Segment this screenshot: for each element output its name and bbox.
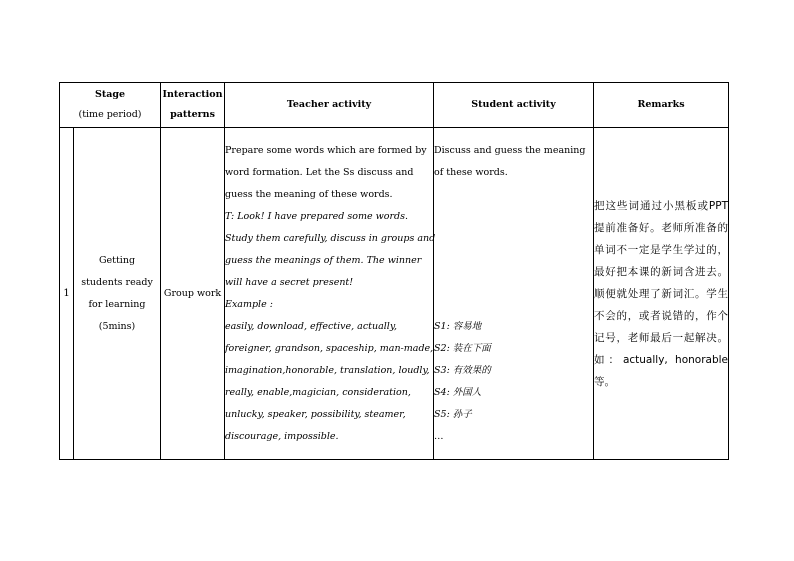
teacher-line: guess the meanings of them. The winner bbox=[225, 254, 422, 266]
student-answer: S4: 外国人 bbox=[434, 386, 482, 398]
teacher-line: guess the meaning of these words. bbox=[225, 188, 393, 200]
stage-line: (5mins) bbox=[98, 320, 136, 332]
student-activity-cell bbox=[434, 128, 594, 460]
teacher-line: Prepare some words which are formed by bbox=[225, 144, 427, 156]
teacher-line: unlucky, speaker, possibility, steamer, bbox=[225, 408, 406, 420]
student-line: Discuss and guess the meaning bbox=[434, 144, 586, 156]
interaction-header-line1: Interaction bbox=[162, 89, 223, 100]
interaction-header bbox=[161, 83, 225, 128]
stage-line: for learning bbox=[88, 298, 146, 310]
student-header: Student activity bbox=[434, 83, 594, 128]
stage-cell bbox=[74, 128, 161, 460]
student-line: of these words. bbox=[434, 166, 508, 178]
student-answer: S3: 有效果的 bbox=[434, 364, 491, 376]
student-answer: … bbox=[434, 430, 444, 442]
table-row bbox=[60, 128, 729, 460]
teacher-line: really, enable,magician, consideration, bbox=[225, 386, 411, 398]
stage-header-label: Stage bbox=[94, 89, 126, 100]
teacher-line: imagination,honorable, translation, loudly, bbox=[225, 364, 430, 376]
teacher-line: T: Look! I have prepared some words. bbox=[225, 210, 409, 222]
teacher-line: will have a secret present! bbox=[225, 276, 354, 288]
student-answer: S1: 容易地 bbox=[434, 320, 482, 332]
remarks-cell: 把这些词通过小黑板或PPT提前准备好。老师所准备的单词不一定是学生学过的，最好把本课的新词含进去。顺便就处理了新词汇。学生不会的，或者说错的，作个记号，老师最后一起解决。如：actually, honorable 等。 bbox=[594, 128, 729, 460]
teacher-line: foreigner, grandson, spaceship, man-made, bbox=[225, 342, 434, 354]
row-index: 1 bbox=[60, 128, 74, 460]
student-answer: S2: 装在下面 bbox=[434, 342, 491, 354]
stage-line: students ready bbox=[81, 276, 153, 288]
teacher-activity-cell bbox=[225, 128, 434, 460]
teacher-header: Teacher activity bbox=[225, 83, 434, 128]
stage-header-sub: (time period) bbox=[78, 109, 142, 120]
teacher-line: word formation. Let the Ss discuss and bbox=[225, 166, 414, 178]
lesson-plan-table bbox=[59, 82, 729, 460]
interaction-header-line2: patterns bbox=[170, 109, 215, 120]
stage-header bbox=[60, 83, 161, 128]
stage-line: Getting bbox=[98, 254, 136, 266]
teacher-line: Study them carefully, discuss in groups and bbox=[225, 232, 436, 244]
remarks-header: Remarks bbox=[594, 83, 729, 128]
header-row bbox=[60, 83, 729, 128]
interaction-pattern: Group work bbox=[161, 128, 225, 460]
teacher-line: Example : bbox=[225, 298, 273, 310]
teacher-line: discourage, impossible. bbox=[225, 430, 339, 442]
teacher-line: easily, download, effective, actually, bbox=[225, 320, 397, 332]
student-answer: S5: 孙子 bbox=[434, 408, 472, 420]
